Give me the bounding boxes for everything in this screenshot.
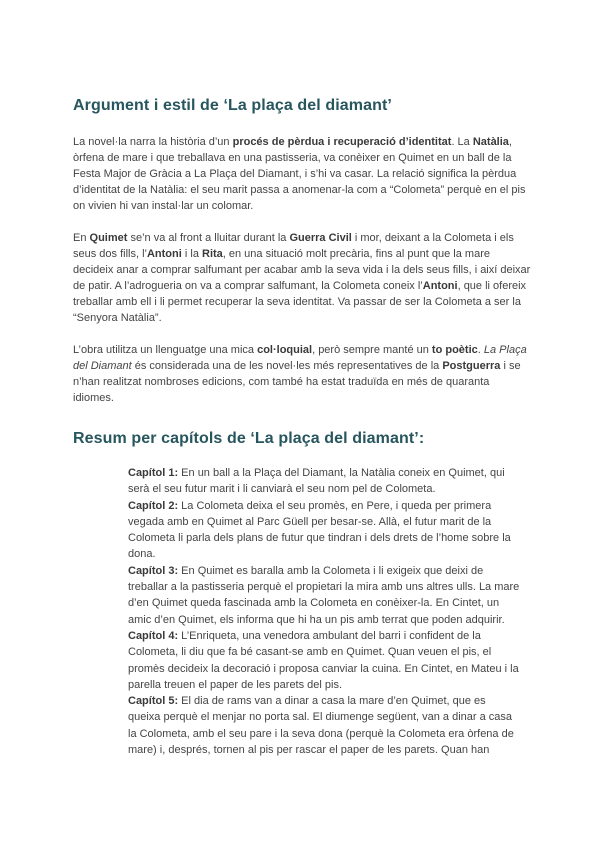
p3-italic-title: La Plaça del Diamant [73,344,527,372]
p2-text-6: , que li ofereix treballar amb ell i li permet recuperar la seva identitat. Va passar de ser la Colometa a ser la “Senyora Natàlia”. [73,280,527,324]
paragraph-style [73,342,533,406]
paragraph-war [73,230,533,326]
chapter-label: Capítol 2: [128,499,179,512]
chapter-text: El dia de rams van a dinar a casa la mare d’en Quimet, que es queixa perquè el menjar no porta sal. El diumenge següent, van a dinar a casa la Colometa, amb el seu pare i la seva dona (perquè la Colometa era òrfena de mare) i, després, tornen al pis per rascar el paper de les parets. Quan han [128,695,514,757]
chapter-text: La Colometa deixa el seu promès, en Pere, i queda per primera vegada amb en Quimet al Parc Güell per besar-se. Allà, el futur marit de la Colometa li parla dels plans de futur que tindran i dels drets de l’home sobre la dona. [128,499,511,561]
chapter-text: En Quimet es baralla amb la Colometa i li exigeix que deixi de treballar a la pastisseria perquè el propietari la mira amb uns altres ulls. La mare d’en Quimet queda fascinada amb la Colometa en conèixer-la. En Cintet, un amic d’en Quimet, els informa que hi ha un pis amb terrat que poden adquirir. [128,564,520,626]
p3-bold-1: col·loquial [257,344,313,356]
p2-bold-2: Guerra Civil [289,232,352,244]
chapter-text: En un ball a la Plaça del Diamant, la Natàlia coneix en Quimet, qui serà el seu futur marit i li canviarà el seu nom pel de Colometa. [128,467,505,496]
p2-text-1: En [73,232,90,244]
chapter-item [128,465,520,498]
chapter-label: Capítol 1: [128,467,179,479]
p2-text-4: i la [181,248,202,260]
p2-text-5: , en una situació molt precària, fins al punt que la mare decideix anar a comprar salfumant per acabar amb la seva vida i la dels seus fills, i així deixar de patir. A l’adrogueria on va a comprar salfumant, la Colometa coneix l’ [73,248,531,292]
chapter-item [128,693,520,758]
p1-bold-1: procés de pèrdua i recuperació d’identitat [232,136,452,148]
paragraph-plot [73,134,533,214]
chapter-list [128,465,520,758]
p3-bold-2: to poètic [431,344,478,356]
chapter-label: Capítol 4: [128,629,179,642]
p3-bold-3: Postguerra [442,360,501,372]
heading-argument: Argument i estil de ‘La plaça del diamant’ [73,97,392,114]
chapter-item [128,628,520,693]
p2-text-3: i mor, deixant a la Colometa i els seus dos fills, l’ [73,232,514,260]
p1-text-2: . La [451,136,473,148]
chapter-label: Capítol 3: [128,564,179,577]
heading-chapters: Resum per capítols de ‘La plaça del diamant’: [73,430,425,447]
chapter-item [128,563,520,628]
p3-text-1: L’obra utilitza un llenguatge una mica [73,344,258,356]
chapter-label: Capítol 5: [128,695,179,708]
chapter-text: L’Enriqueta, una venedora ambulant del barri i confident de la Colometa, li diu que fa bé casant-se amb en Quimet. Quan veuen el pis, el promès decideix la decoració i proposa canviar la cuina. En Cintet, en Mateu i la parella treuen el paper de les parets del pis. [128,629,519,691]
p1-text-1: La novel·la narra la història d’un [73,136,233,148]
p3-text-5: i se n’han realitzat nombroses edicions, com també ha estat traduïda en més de quaranta idiomes. [73,360,521,404]
p2-bold-5: Antoni [422,280,458,292]
p2-bold-4: Rita [202,248,223,260]
p2-text-2: se’n va al front a lluitar durant la [127,232,290,244]
p3-text-3: . [477,344,484,356]
p1-bold-2: Natàlia [472,136,509,148]
p2-bold-1: Quimet [89,232,128,244]
p1-text-3: , òrfena de mare i que treballava en una pastisseria, va conèixer en Quimet en un ball de la Festa Major de Gràcia a La Plaça del Diamant, i s’hi va casar. La relació significa la pèrdua d’identitat de la Natàlia: el seu marit passa a anomenar-la com a “Colometa” perquè en el pis on vivien hi van instal·lar un colomar. [73,136,526,212]
p3-text-4: és considerada una de les novel·les més representatives de la [131,360,443,372]
p2-bold-3: Antoni [146,248,182,260]
chapter-item [128,498,520,563]
p3-text-2: , però sempre manté un [312,344,432,356]
